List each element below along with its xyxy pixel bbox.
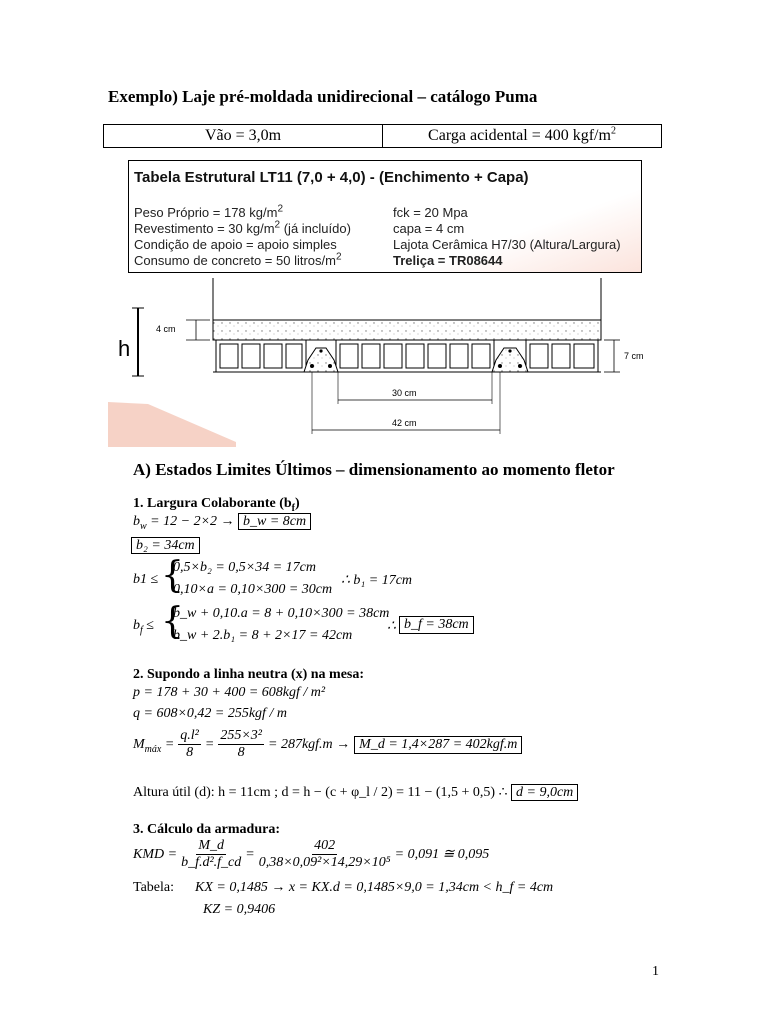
moment-equation: $M_{máx}$ = $\frac{\text{q.l²}}{8}$ = $\frac{\text{255×3²}}{8}$ = 287kgf.m → M_d = 1,4×287 = 402kgf.m: [133, 728, 522, 761]
page-number: 1: [652, 964, 659, 979]
module-dimension-label: 42 cm: [392, 418, 417, 428]
cap-dimension-label: 4 cm: [156, 324, 176, 334]
spacing-dimension-label: 30 cm: [392, 388, 417, 398]
effective-depth-equation: Altura útil (d): h = 11cm ; d = h − (c + φ_l / 2) = 11 − (1,5 + 0,5) ∴ d = 9,0cm: [133, 784, 578, 801]
catalog-left-3: Consumo de concreto = 50 litros/$m^2$: [134, 251, 342, 268]
catalog-right-3: Treliça = TR08644: [393, 253, 503, 268]
h-label: h: [118, 336, 131, 361]
section-a-heading: A) Estados Limites Últimos – dimensionamento ao momento fletor: [133, 460, 615, 479]
height-dimension-label: 7 cm: [624, 351, 644, 361]
catalog-left-0: Peso Próprio = 178 $kg/m^2$: [134, 203, 284, 220]
bw-equation: $b_w = 12 - 2\times 2$ → b_w = 8cm: [133, 514, 311, 530]
slab-section-drawing: [108, 272, 668, 447]
step-3-heading: 3. Cálculo da armadura:: [133, 822, 280, 837]
catalog-title: Tabela Estrutural LT11 (7,0 + 4,0) - (Enchimento + Capa): [134, 169, 529, 186]
page-title: Exemplo) Laje pré-moldada unidirecional – catálogo Puma: [108, 87, 538, 106]
b2-equation: b₂ = 34cm: [131, 538, 200, 554]
catalog-table-image: [128, 160, 642, 273]
catalog-right-2: Lajota Cerâmica H7/30 (Altura/Largura): [393, 237, 621, 252]
catalog-left-2: Condição de apoio = apoio simples: [134, 237, 337, 252]
kz-line: KZ = 0,9406: [203, 902, 276, 917]
load-cell: Carga acidental = 400 kgf/$m^2$: [428, 125, 616, 144]
kmd-equation: KMD = $\frac{M\_d}{\text{b\_f.d².f\_cd}}$ = $\frac{402}{\text{0,38×0,09²×14,29×10⁵}}$ = 0,091 ≅ 0,095: [133, 838, 490, 870]
catalog-left-1: Revestimento = 30 $kg/m^2$ (já incluído): [134, 219, 351, 236]
catalog-right-0: fck = 20 Mpa: [393, 205, 468, 220]
span-cell: Vão = 3,0m: [104, 125, 383, 147]
p-equation: p = 178 + 30 + 400 = 608kgf / m²: [133, 685, 326, 700]
parameters-table: [103, 124, 662, 148]
step-1-heading: 1. Largura Colaborante $(b_f)$: [133, 496, 300, 514]
q-equation: q = 608×0,42 = 255kgf / m: [133, 706, 287, 721]
catalog-right-1: capa = 4 cm: [393, 221, 465, 236]
kx-line: Tabela: KX = 0,1485 → x = KX.d = 0,1485×9,0 = 1,34cm < h_f = 4cm: [133, 880, 554, 895]
step-2-heading: 2. Supondo a linha neutra (x) na mesa:: [133, 667, 365, 682]
